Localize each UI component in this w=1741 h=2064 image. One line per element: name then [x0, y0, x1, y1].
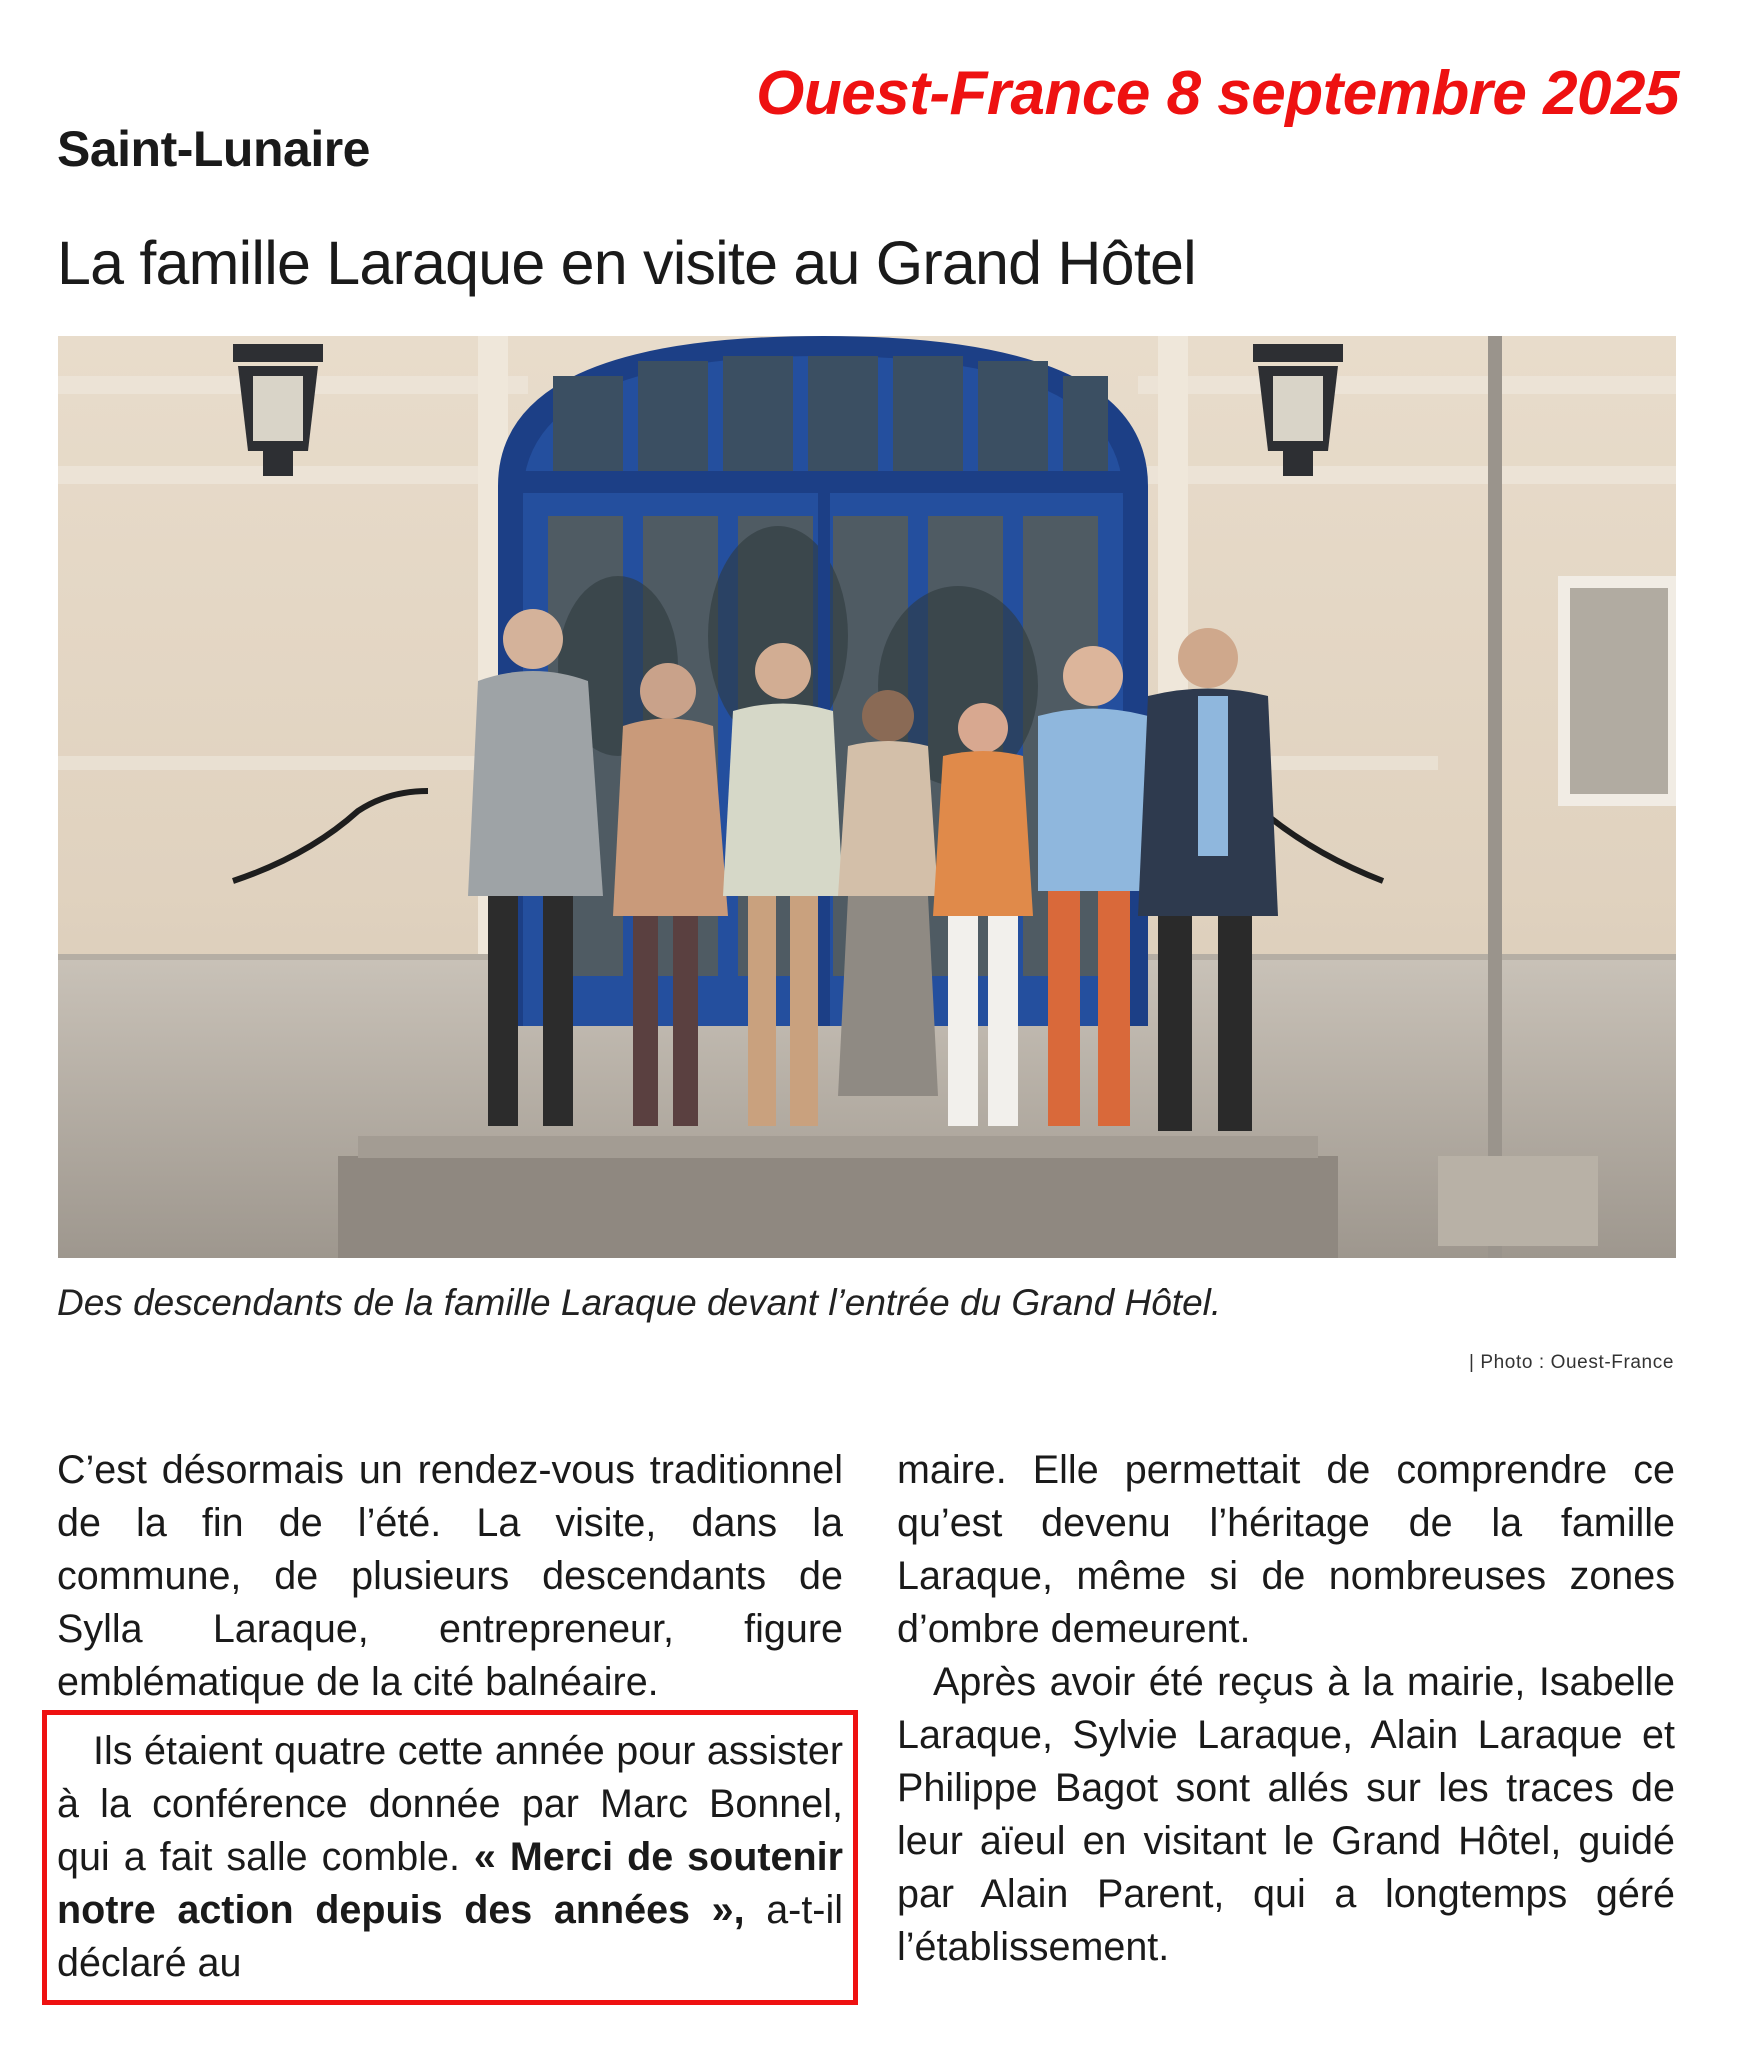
paragraph-2-end: a-t-il déclaré au — [57, 1888, 843, 1985]
highlighted-paragraph — [57, 1725, 843, 1990]
article-paragraph-3: maire. Elle permettait de comprendre ce qu’est devenu l’héritage de la famille Laraque, même si de nombreuses zones d’ombre demeurent. — [897, 1448, 1675, 1651]
article-photo — [58, 336, 1676, 1258]
article-column-right — [897, 1444, 1675, 1974]
photo-credit: | Photo : Ouest-France — [1468, 1352, 1674, 1373]
source-label: Ouest-France 8 septembre 2025 — [756, 59, 1679, 128]
paragraph-2-start: Ils étaient quatre cette année pour assister à la conférence donnée par Marc Bonnel, qui a fait salle comble. — [57, 1729, 843, 1879]
article-headline: La famille Laraque en visite au Grand Hôtel — [57, 229, 1196, 297]
article-paragraph-4: Après avoir été reçus à la mairie, Isabelle Laraque, Sylvie Laraque, Alain Laraque et Philippe Bagot sont allés sur les traces de leur aïeul en visitant le Grand Hôtel, guidé par Alain Parent, qui a longtemps géré l’établissement. — [897, 1660, 1675, 1969]
rubric-title: Saint-Lunaire — [57, 121, 370, 177]
article-column-left — [57, 1444, 843, 1990]
quote-text: « Merci de soutenir notre action depuis des années », — [57, 1835, 843, 1932]
photo-caption: Des descendants de la famille Laraque devant l’entrée du Grand Hôtel. — [57, 1282, 1222, 1323]
article-paragraph-1: C’est désormais un rendez-vous traditionnel de la fin de l’été. La visite, dans la commune, de plusieurs descendants de Sylla Laraque, entrepreneur, figure emblématique de la cité balnéaire. — [57, 1448, 843, 1704]
